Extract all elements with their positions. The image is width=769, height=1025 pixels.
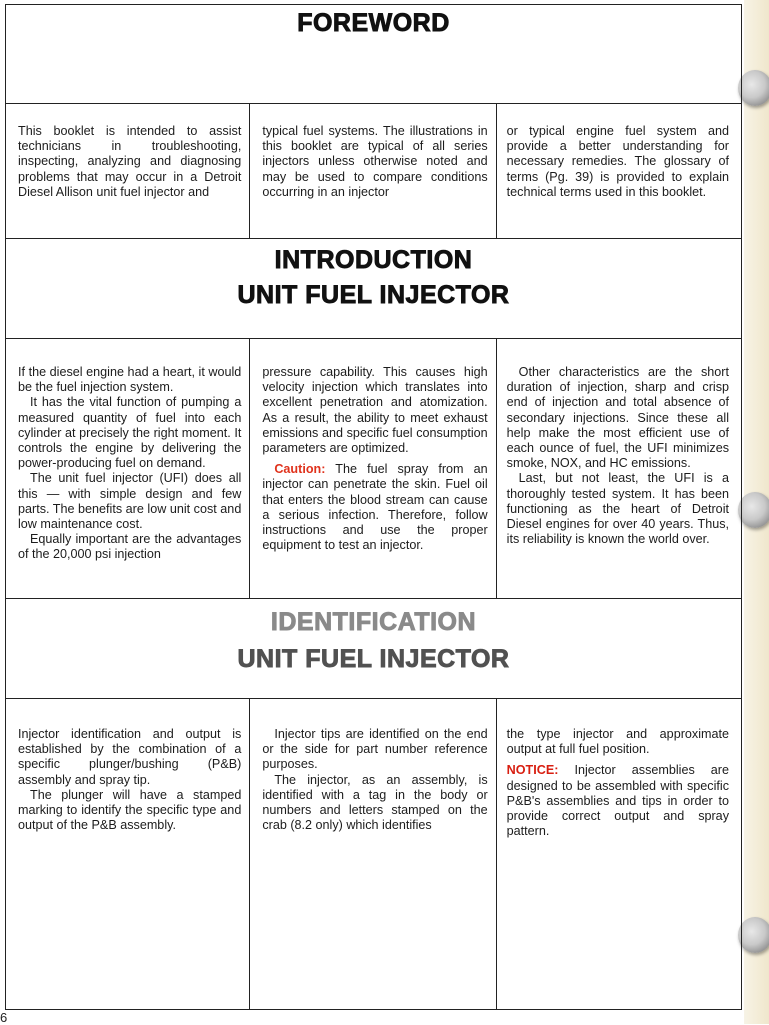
foreword-body (6, 104, 741, 238)
foreword-column-3 (497, 104, 741, 238)
introduction-column-1 (6, 339, 250, 598)
paragraph: The plunger will have a stamped marking to identify the specific type and output of the P&B assembly. (18, 787, 242, 833)
caution-label: Caution: (274, 462, 326, 477)
foreword-column-2 (250, 104, 496, 238)
paragraph: pressure capability. This causes high velocity injection which translates into excellent penetration and atomization. As a result, the ability to meet exhaust emissions and specific fuel consumption parameters are optimized. (262, 365, 488, 456)
identification-column-1 (6, 699, 250, 1009)
identification-body (6, 699, 741, 1009)
paragraph: If the diesel engine had a heart, it would be the fuel injection system. (18, 365, 242, 395)
notice-paragraph (507, 763, 729, 839)
identification-column-2 (250, 699, 496, 1009)
caution-text: The fuel spray from an injector can penetrate the skin. Fuel oil that enters the blood stream can cause a serious infection. Therefore, follow instructions and use the proper equipment to test an injector. (262, 462, 488, 553)
binder-ring-icon (738, 917, 769, 953)
page-frame (5, 4, 742, 1010)
introduction-column-2 (250, 339, 496, 598)
paragraph: This booklet is intended to assist technicians in troubleshooting, inspecting, analyzing and diagnosing problems that may occur in a Detroit Diesel Allison unit fuel injector and (18, 124, 242, 199)
notice-label: NOTICE: (506, 763, 559, 778)
foreword-column-1 (6, 104, 250, 238)
introduction-title: INTRODUCTION (274, 246, 473, 274)
identification-header (6, 598, 741, 699)
identification-column-3 (497, 699, 741, 1009)
paragraph: Injector identification and output is established by the combination of a specific plunger/bushing (P&B) assembly and spray tip. (18, 727, 242, 787)
identification-subtitle: UNIT FUEL INJECTOR (237, 645, 510, 673)
foreword-header (6, 5, 741, 104)
binder-ring-icon (738, 70, 769, 106)
introduction-column-3 (497, 339, 741, 598)
paragraph: The injector, as an assembly, is identified with a tag in the body or numbers and letters stamped on the crab (8.2 only) which identifies (262, 772, 488, 833)
page-number: 6 (0, 1010, 8, 1025)
paragraph: The unit fuel injector (UFI) does all this — with simple design and few parts. The benefits are low unit cost and low maintenance cost. (18, 471, 242, 532)
introduction-header (6, 238, 741, 339)
binder-ring-icon (738, 492, 769, 528)
paragraph: Last, but not least, the UFI is a thoroughly tested system. It has been functioning as the heart of Detroit Diesel engines for over 40 years. Thus, its reliability is known the world over. (506, 471, 729, 547)
paragraph: Other characteristics are the short duration of injection, sharp and crisp end of injection and total absence of secondary injections. Since these all help make the most efficient use of each ounce of fuel, the UFI minimizes smoke, NOX, and HC emissions. (506, 365, 729, 471)
paragraph: It has the vital function of pumping a measured quantity of fuel into each cylinder at precisely the right moment. It controls the engine by delivering the power-producing fuel on demand. (18, 395, 242, 471)
paragraph: Equally important are the advantages of the 20,000 psi injection (18, 532, 242, 562)
introduction-body (6, 339, 741, 598)
foreword-title: FOREWORD (297, 9, 450, 37)
notice-text: Injector assemblies are designed to be assembled with specific P&B's assemblies and tips in order to provide correct output and spray pattern. (506, 763, 729, 839)
paragraph: typical fuel systems. The illustrations in this booklet are typical of all series injectors unless otherwise noted and may be used to compare conditions occurring in an injector (262, 124, 488, 199)
introduction-subtitle: UNIT FUEL INJECTOR (237, 281, 510, 309)
paragraph: Injector tips are identified on the end or the side for part number reference purposes. (262, 727, 488, 772)
paragraph: or typical engine fuel system and provide a better understanding for necessary remedies. The glossary of terms (Pg. 39) is provided to explain technical terms used in this booklet. (506, 124, 729, 199)
caution-paragraph (262, 462, 487, 553)
identification-title: IDENTIFICATION (270, 608, 477, 636)
paragraph: the type injector and approximate output at full fuel position. (506, 727, 729, 757)
